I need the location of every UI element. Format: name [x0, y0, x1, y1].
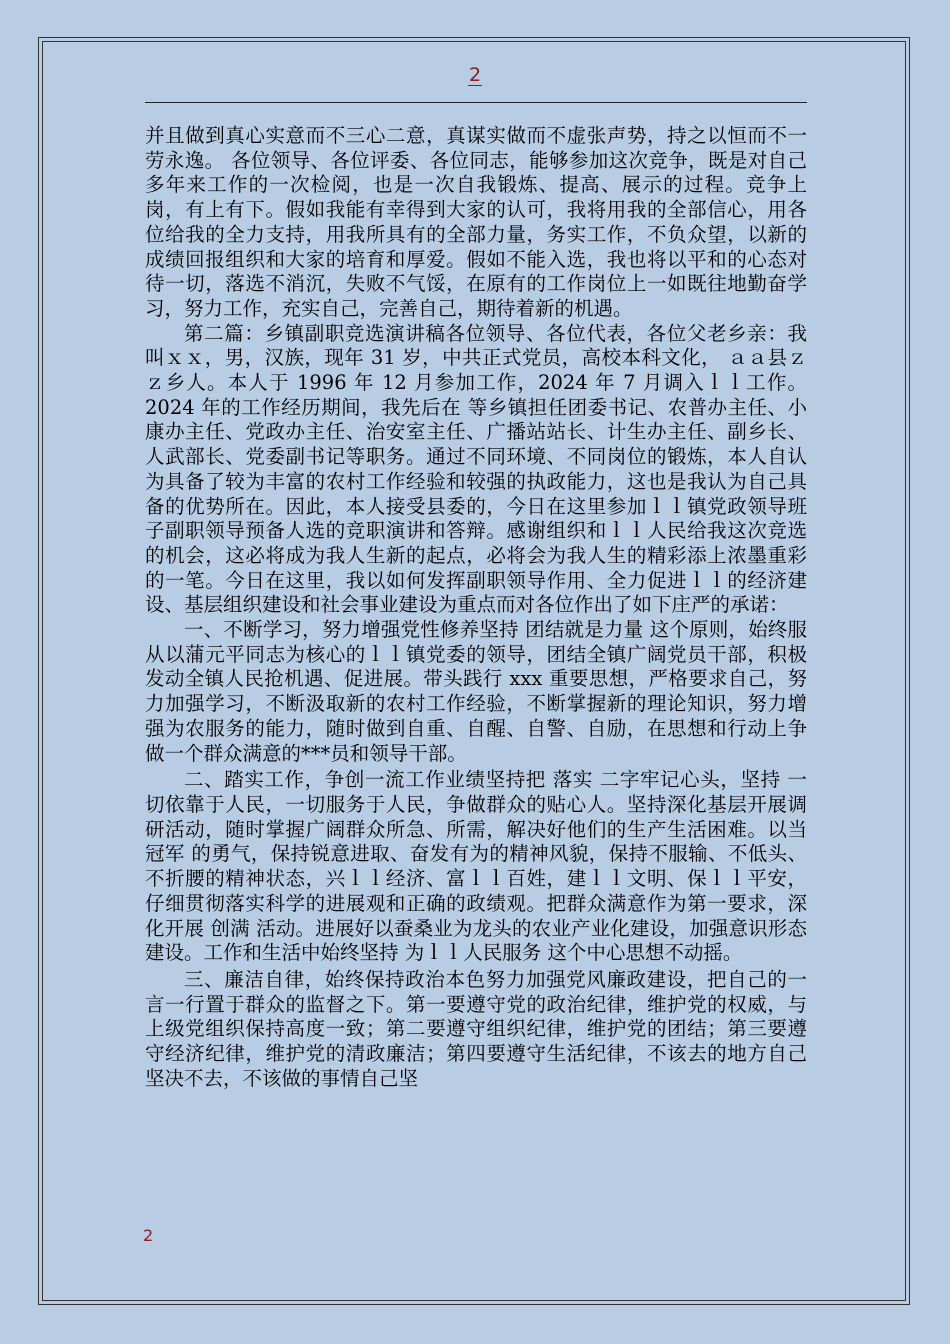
paragraph-continuation: 并且做到真心实意而不三心二意，真谋实做而不虚张声势，持之以恒而不一劳永逸。 各位领导、各位评委、各位同志，能够参加这次竞争，既是对自己多年来工作的一次检阅，也是一次自我锻炼、提高、展示的过程。竞争上岗，有上有下。假如我能有幸得到大家的认可，我将用我的全部信心，用各位给我的全力支持，用我所具有的全部力量，务实工作，不负众望，以新的成绩回报组织和大家的培育和厚爱。假如不能入选，我也将以平和的心态对待一切，落选不消沉，失败不气馁，在原有的工作岗位上一如既往地勤奋学习，努力工作，充实自己，完善自己，期待着新的机遇。: [145, 124, 807, 320]
document-body: [145, 124, 807, 1091]
header-page-number: [0, 63, 950, 87]
paragraph-pledge-two: 二、踏实工作，争创一流工作业绩坚持把 落实 二字牢记心头，坚持 一切依靠于人民，一切服务于人民，争做群众的贴心人。坚持深化基层开展调研活动，随时掌握广阔群众所急、所需，解决好他们的生产生活困难。以当 冠军 的勇气，保持锐意进取、奋发有为的精神风貌，保持不服输、不低头、不折腰的精神状态，兴ｌｌ经济、富ｌｌ百姓，建ｌｌ文明、保ｌｌ平安，仔细贯彻落实科学的进展观和正确的政绩观。把群众满意作为第一要求，深化开展 创满 活动。进展好以蚕桑业为龙头的农业产业化建设，加强意识形态建设。工作和生活中始终坚持 为ｌｌ人民服务 这个中心思想不动摇。: [145, 768, 807, 965]
header-rule: [145, 102, 807, 103]
header-page-number-text: 2: [468, 64, 482, 86]
footer-page-number: 2: [143, 1226, 154, 1245]
paragraph-pledge-three: 三、廉洁自律，始终保持政治本色努力加强党风廉政建设，把自己的一言一行置于群众的监督之下。第一要遵守党的政治纪律，维护党的权威，与上级党组织保持高度一致；第二要遵守组织纪律，维护党的团结；第三要遵守经济纪律，维护党的清政廉洁；第四要遵守生活纪律，不该去的地方自己坚决不去，不该做的事情自己坚: [145, 967, 807, 1090]
paragraph-pledge-one: 一、不断学习，努力增强党性修养坚持 团结就是力量 这个原则，始终服从以蒲元平同志为核心的ｌｌ镇党委的领导，团结全镇广阔党员干部，积极发动全镇人民抢机遇、促进展。带头践行 xxx 重要思想，严格要求自己，努力加强学习，不断汲取新的农村工作经验，不断掌握新的理论知识，努力增强为农服务的能力，随时做到自重、自醒、自警、自励，在思想和行动上争做一个群众满意的***员和领导干部。: [145, 618, 807, 765]
paragraph-second-article: 第二篇：乡镇副职竞选演讲稿各位领导、各位代表，各位父老乡亲：我叫ｘｘ，男，汉族，现年 31 岁，中共正式党员，高校本科文化， ａａ县ｚｚ乡人。本人于 1996 年 12 月参加工作，2024 年 7 月调入ｌｌ工作。2024 年的工作经历期间，我先后在 等乡镇担任团委书记、农普办主任、小康办主任、党政办主任、治安室主任、广播站站长、计生办主任、副乡长、人武部长、党委副书记等职务。通过不同环境、不同岗位的锻炼，本人自认为具备了较为丰富的农村工作经验和较强的执政能力，这也是我认为自己具备的优势所在。因此，本人接受县委的，今日在这里参加ｌｌ镇党政领导班子副职领导预备人选的竞职演讲和答辩。感谢组织和ｌｌ人民给我这次竞选的机会，这必将成为我人生新的起点，必将会为我人生的精彩添上浓墨重彩的一笔。今日在这里，我以如何发挥副职领导作用、全力促进ｌｌ的经济建设、基层组织建设和社会事业建设为重点而对各位作出了如下庄严的承诺：: [145, 321, 807, 617]
